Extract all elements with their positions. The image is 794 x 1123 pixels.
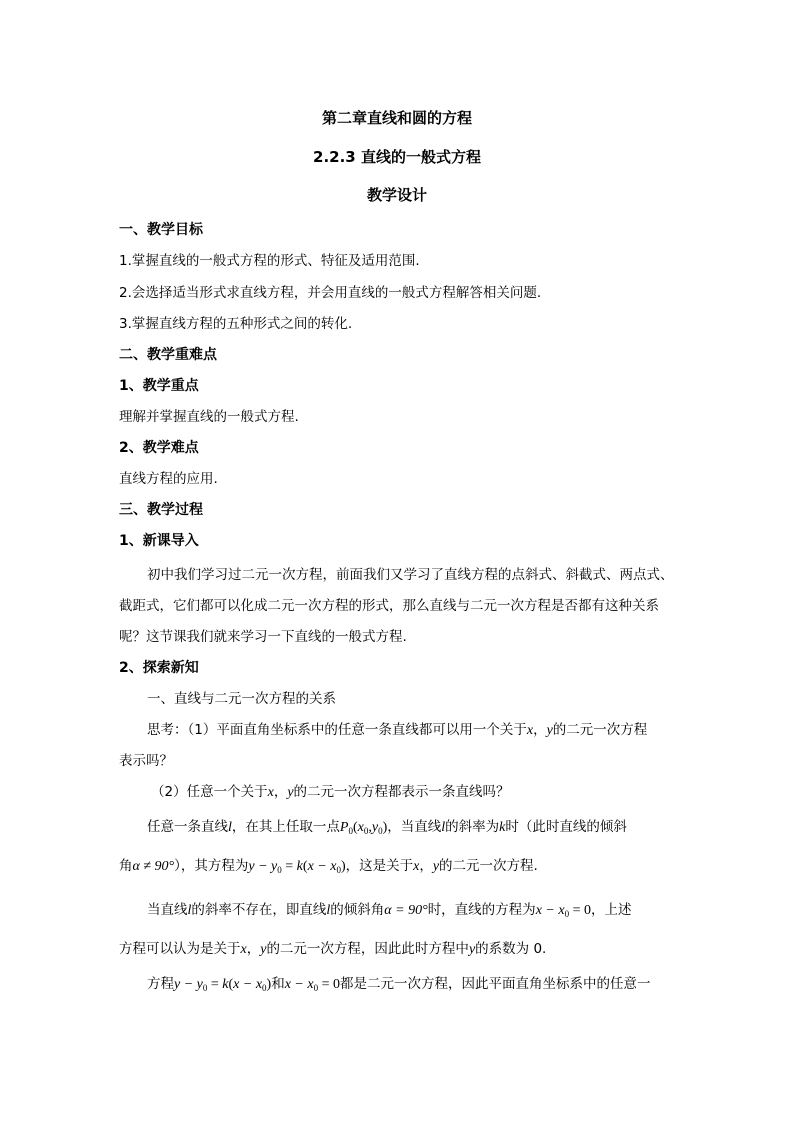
- design-title: 教学设计: [366, 186, 427, 204]
- goal-3: 3.掌握直线方程的五种形式之间的转化.: [119, 316, 353, 332]
- intro-line-2: 截距式，它们都可以化成二元一次方程的形式，那么直线与二元一次方程是否都有这种关系: [119, 598, 659, 614]
- para-4: 方程可以认为是关于x，y的二元一次方程，因此此时方程中y的系数为 0.: [119, 941, 547, 957]
- goal-2: 2.会选择适当形式求直线方程，并会用直线的一般式方程解答相关问题.: [119, 285, 542, 301]
- heading-intro: 1、新课导入: [119, 533, 199, 549]
- heading-explore: 2、探索新知: [119, 660, 199, 676]
- difficult-text: 直线方程的应用.: [119, 471, 218, 487]
- para-3: 当直线l的斜率不存在，即直线l的倾斜角α = 90°时，直线的方程为$x - x_0 = 0$，上述: [147, 902, 632, 919]
- heading-difficult: 2、教学难点: [119, 440, 199, 456]
- heading-process: 三、教学过程: [119, 502, 203, 518]
- goal-1: 1.掌握直线的一般式方程的形式、特征及适用范围.: [119, 253, 420, 269]
- key-text: 理解并掌握直线的一般式方程.: [119, 409, 299, 425]
- intro-line-3: 呢？这节课我们就来学习一下直线的一般式方程.: [119, 629, 407, 645]
- think-1-end: 表示吗？: [119, 753, 173, 769]
- section-title: 2.2.3 直线的一般式方程: [313, 148, 481, 166]
- sub-heading-relation: 一、直线与二元一次方程的关系: [147, 691, 336, 707]
- heading-key-difficult: 二、教学重难点: [119, 347, 217, 363]
- think-1-line: 思考：（1）平面直角坐标系中的任意一条直线都可以用一个关于x，y的二元一次方程: [147, 722, 648, 738]
- heading-goals: 一、教学目标: [119, 222, 203, 238]
- intro-line-1: 初中我们学习过二元一次方程，前面我们又学习了直线方程的点斜式、斜截式、两点式、: [147, 567, 674, 583]
- chapter-title: 第二章直线和圆的方程: [321, 109, 472, 127]
- think-2-line: （2）任意一个关于x，y的二元一次方程都表示一条直线吗？: [151, 784, 510, 800]
- para-1: 任意一条直线l，在其上任取一点$P_0(x_0,y_0)$，当直线l的斜率为k时（此时直线的倾斜: [147, 819, 627, 836]
- heading-key: 1、教学重点: [119, 378, 199, 394]
- para-5: 方程$y - y_0 = k(x - x_0)$和$x - x_0 = 0$都是二元一次方程，因此平面直角坐标系中的任意一: [147, 976, 651, 993]
- para-2: 角α ≠ 90°），其方程为$y - y_0 = k(x - x_0)$，这是关于x，y的二元一次方程.: [119, 858, 538, 875]
